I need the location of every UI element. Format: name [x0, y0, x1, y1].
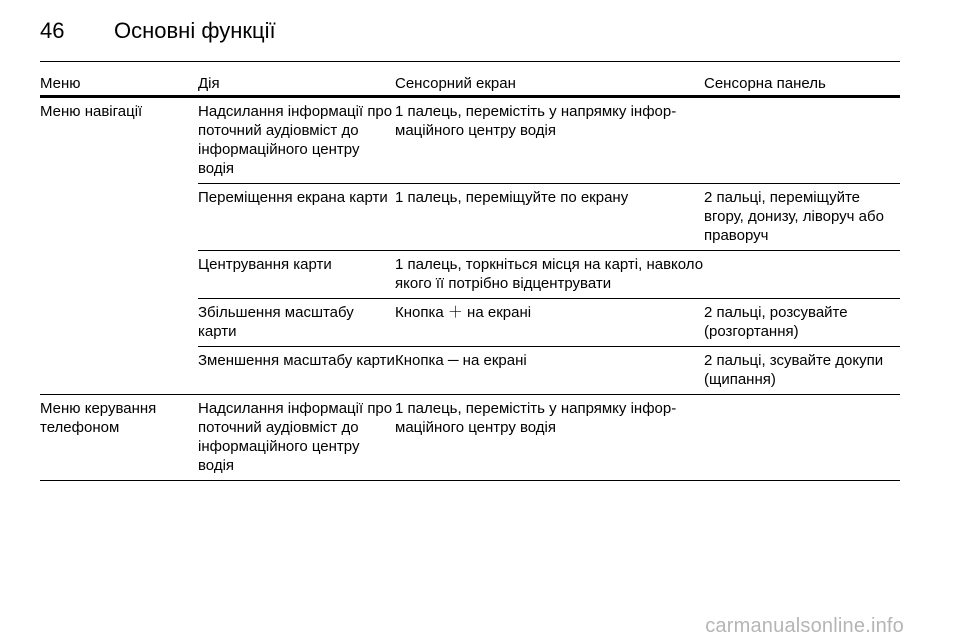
page-header: [40, 18, 276, 44]
table-group-phone: [40, 395, 900, 481]
functions-table: [40, 61, 900, 481]
touchpad-cell: 2 пальці, зсувайте докупи (щипання): [704, 352, 884, 388]
action-cell: Центрування карти: [198, 256, 332, 273]
table-row: [198, 298, 900, 346]
touchscreen-cell: Кнопка ＋ на екрані: [395, 304, 532, 321]
touchscreen-cell: 1 палець, переміщуйте по екрану: [395, 189, 629, 206]
touchscreen-cell: Кнопка ─ на екрані: [395, 352, 527, 369]
table-row: [198, 183, 900, 250]
table-header-row: [40, 61, 900, 98]
menu-cell: Меню навігації: [40, 103, 143, 120]
table-row: [198, 346, 900, 394]
action-cell: Переміщення екрана карти: [198, 189, 388, 206]
table-group-navigation: [40, 98, 900, 395]
action-cell: Надсилання інформації про поточний аудіовміст до інформаційного центру водія: [198, 400, 393, 474]
touchscreen-cell: 1 палець, перемістіть у напрямку інфор-маційного центру водія: [395, 103, 677, 139]
column-header-menu: Меню: [40, 75, 81, 92]
action-cell: Збільшення масштабу карти: [198, 304, 354, 340]
touchpad-cell: [704, 399, 900, 475]
touchscreen-cell: 1 палець, перемістіть у напрямку інфор-маційного центру водія: [395, 400, 677, 436]
table-row: [198, 250, 900, 298]
touchscreen-cell: 1 палець, торкніться місця на карті, навколо якого її потрібно відцентрувати: [395, 256, 704, 292]
watermark: carmanualsonline.info: [705, 615, 904, 637]
touchpad-cell: [704, 102, 900, 178]
action-cell: Зменшення масштабу карти: [198, 352, 395, 369]
page-number: 46: [40, 18, 65, 43]
touchpad-cell: 2 пальці, розсувайте (розгортання): [704, 304, 848, 340]
column-header-touchscreen: Сенсорний екран: [395, 75, 516, 92]
touchpad-cell: 2 пальці, переміщуйте вгору, донизу, ліворуч або праворуч: [704, 189, 884, 244]
table-row: [198, 98, 900, 183]
page-title: Основні функції: [114, 18, 276, 43]
touchpad-cell: [704, 255, 900, 293]
column-header-touchpad: Сенсорна панель: [704, 75, 826, 92]
column-header-action: Дія: [198, 75, 220, 92]
menu-cell: Меню керування телефоном: [40, 400, 157, 436]
action-cell: Надсилання інформації про поточний аудіовміст до інформаційного центру водія: [198, 103, 393, 177]
table-row: [198, 395, 900, 480]
